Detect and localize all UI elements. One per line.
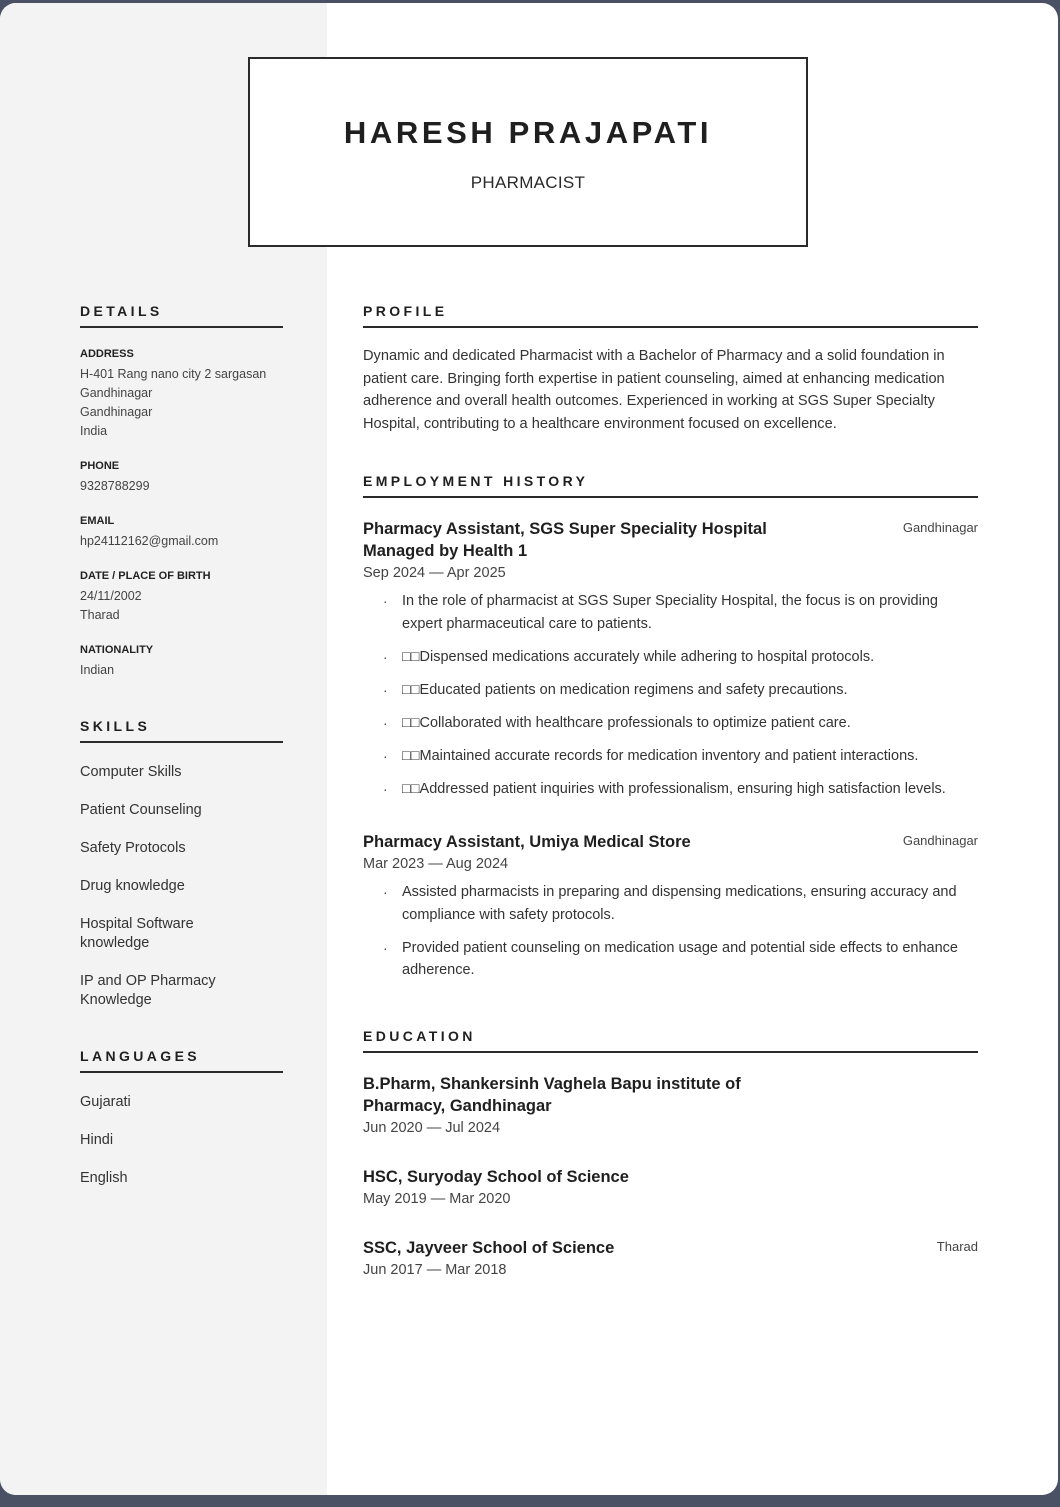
skill-item: Computer Skills (80, 764, 182, 780)
education-dates: May 2019 — Mar 2020 (363, 1190, 511, 1207)
education-entry (363, 1073, 978, 1136)
resume-page (0, 3, 1058, 1495)
bullet-icon: · (383, 681, 388, 698)
job-dates: Sep 2024 — Apr 2025 (363, 565, 506, 581)
skill-item: IP and OP Pharmacy Knowledge (80, 973, 216, 1008)
education-location: Tharad (936, 1238, 978, 1254)
address-line: India (80, 424, 108, 438)
birth-place: Tharad (80, 608, 120, 622)
candidate-name: HARESH PRAJAPATI (343, 115, 713, 150)
job-entry (363, 518, 978, 800)
birth-date: 24/11/2002 (80, 589, 142, 603)
job-bullet: · □□Dispensed medications accurately while adhering to hospital protocols. (363, 646, 978, 669)
bullet-icon: · (383, 939, 388, 956)
skills-heading: SKILLS (80, 718, 283, 743)
job-bullets (363, 881, 978, 982)
language-item: English (80, 1170, 128, 1186)
address-line: Gandhinagar (80, 386, 153, 400)
profile-text: Dynamic and dedicated Pharmacist with a Bachelor of Pharmacy and a solid foundation in patient care. Bringing forth expertise in patient counseling, aimed at enhancing medication adherence and overall health outcomes. Experienced in working at SGS Super Specialty Hospital, contributing to a healthcare environment focused on excellence. (363, 348, 945, 432)
bullet-icon: · (383, 714, 388, 731)
address-line: Gandhinagar (80, 405, 153, 419)
header-box (248, 57, 808, 247)
language-item: Hindi (80, 1132, 114, 1148)
job-location: Gandhinagar (902, 833, 978, 848)
education-dates: Jun 2017 — Mar 2018 (363, 1261, 507, 1278)
bullet-icon: · (383, 884, 388, 900)
job-bullet: · □□Maintained accurate records for medication inventory and patient interactions. (363, 745, 978, 768)
email-label: EMAIL (80, 515, 115, 527)
skill-item: Drug knowledge (80, 878, 185, 894)
education-heading: EDUCATION (363, 1028, 978, 1053)
sidebar-content (80, 303, 283, 1188)
education-title: SSC, Jayveer School of Science (363, 1238, 615, 1257)
job-bullet: · □□Educated patients on medication regimens and safety precautions. (363, 679, 978, 702)
nationality-label: NATIONALITY (80, 644, 154, 656)
job-dates: Mar 2023 — Aug 2024 (363, 856, 509, 872)
job-entry (363, 831, 978, 982)
main-content (363, 303, 978, 1278)
birth-label: DATE / PLACE OF BIRTH (80, 570, 211, 582)
education-title: B.Pharm, Shankersinh Vaghela Bapu institute of Pharmacy, Gandhinagar (363, 1074, 741, 1115)
candidate-role: PHARMACIST (470, 173, 586, 192)
job-bullet: · Assisted pharmacists in preparing and dispensing medications, ensuring accuracy and compliance with safety protocols. (363, 881, 978, 926)
education-entry (363, 1237, 978, 1278)
job-title: Pharmacy Assistant, Umiya Medical Store (363, 833, 691, 851)
profile-heading: PROFILE (363, 303, 978, 328)
phone-value: 9328788299 (80, 479, 150, 493)
job-bullet: · □□Collaborated with healthcare professionals to optimize patient care. (363, 712, 978, 735)
nationality-value: Indian (80, 663, 115, 677)
education-dates: Jun 2020 — Jul 2024 (363, 1119, 501, 1136)
job-location: Gandhinagar (902, 520, 978, 535)
skill-item: Safety Protocols (80, 840, 186, 856)
address-line: H-401 Rang nano city 2 sargasan (80, 367, 267, 381)
language-item: Gujarati (80, 1094, 131, 1110)
education-title: HSC, Suryoday School of Science (363, 1167, 629, 1186)
education-entry (363, 1166, 978, 1207)
job-bullet: · Provided patient counseling on medication usage and potential side effects to enhance adherence. (363, 937, 978, 982)
email-value: hp24112162@gmail.com (80, 534, 219, 548)
bullet-icon: · (383, 648, 388, 665)
skill-item: Patient Counseling (80, 802, 202, 818)
skill-item: Hospital Software knowledge (80, 916, 194, 951)
languages-heading: LANGUAGES (80, 1048, 283, 1073)
employment-heading: EMPLOYMENT HISTORY (363, 473, 978, 498)
job-bullet: · In the role of pharmacist at SGS Super Speciality Hospital, the focus is on providing expert pharmaceutical care to patients. (363, 590, 978, 635)
job-bullets (363, 590, 978, 800)
bullet-icon: · (383, 780, 388, 797)
phone-label: PHONE (80, 460, 120, 472)
job-title: Pharmacy Assistant, SGS Super Speciality Hospital Managed by Health 1 (363, 520, 767, 560)
details-heading: DETAILS (80, 303, 283, 328)
bullet-icon: · (383, 747, 388, 764)
job-bullet: · □□Addressed patient inquiries with professionalism, ensuring high satisfaction levels. (363, 778, 978, 801)
bullet-icon: · (383, 593, 388, 609)
address-label: ADDRESS (80, 348, 134, 360)
